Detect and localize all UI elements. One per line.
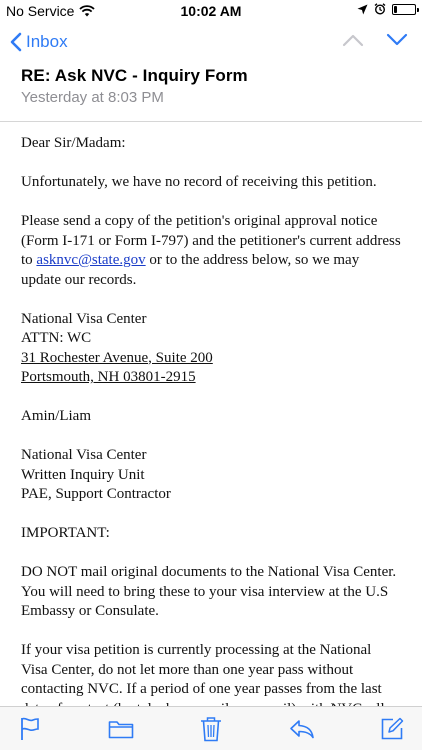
address-line-1: National Visa Center (21, 310, 147, 327)
status-bar (0, 0, 422, 22)
back-label: Inbox (26, 32, 68, 51)
address-line-3[interactable]: 31 Rochester Avenue, Suite 200 (21, 349, 213, 366)
message-subject: RE: Ask NVC - Inquiry Form (21, 66, 248, 85)
move-to-folder-button[interactable] (108, 716, 134, 742)
status-right (357, 3, 416, 15)
paragraph-processing: If your visa petition is currently processing at the National Visa Center, do not let more than one year pass without contacting NVC. If a period of one year passes from the last (21, 642, 382, 697)
compose-icon (380, 717, 404, 741)
org-line-2: Written Inquiry Unit (21, 466, 145, 483)
reply-icon (289, 719, 315, 739)
trash-icon (200, 716, 222, 742)
status-time: 10:02 AM (180, 3, 242, 19)
address-line-4[interactable]: Portsmouth, NH 03801-2915 (21, 369, 196, 385)
paragraph-no-record: Unfortunately, we have no record of receiving this petition. (21, 174, 377, 190)
back-button[interactable] (10, 32, 68, 52)
reply-button[interactable] (289, 716, 315, 742)
message-header (0, 60, 422, 122)
trash-button[interactable] (198, 716, 224, 742)
paragraph-send-copy-text: Please send a copy of the petition's original approval notice (Form I-171 or Form I-797) and the petitioner's current address to (21, 213, 401, 268)
paragraph-do-not-mail: DO NOT mail original documents to the National Visa Center. You will need to bring these to your visa interview at the U.S Embassy or Consulate. (21, 564, 397, 619)
paragraph-send-copy-tail: or to the address below, so we may update our records. (21, 252, 360, 288)
alarm-icon (374, 3, 386, 15)
location-icon (357, 4, 368, 15)
battery-icon (392, 4, 416, 15)
org-line-3: PAE, Support Contractor (21, 486, 171, 502)
org-line-1: National Visa Center (21, 447, 147, 463)
chevron-left-icon (10, 32, 22, 52)
important-heading: IMPORTANT: (21, 525, 110, 541)
organization-block (21, 446, 401, 505)
message-date: Yesterday at 8:03 PM (21, 89, 164, 106)
bottom-toolbar (0, 706, 422, 750)
email-link[interactable]: asknvc@state.gov (36, 252, 146, 268)
compose-button[interactable] (379, 716, 405, 742)
flag-button[interactable] (17, 716, 43, 742)
message-navigation (342, 32, 408, 48)
paragraph-send-copy (21, 212, 401, 290)
signer: Amin/Liam (21, 408, 91, 424)
chevron-up-icon[interactable] (342, 32, 364, 48)
mailing-address (21, 310, 401, 388)
carrier-label: No Service (6, 3, 75, 19)
message-body (21, 134, 401, 739)
folder-icon (108, 719, 134, 739)
address-line-2: ATTN: WC (21, 330, 92, 346)
flag-icon (20, 717, 40, 741)
battery-level (394, 6, 397, 13)
greeting: Dear Sir/Madam: (21, 135, 126, 151)
chevron-down-icon[interactable] (386, 32, 408, 48)
